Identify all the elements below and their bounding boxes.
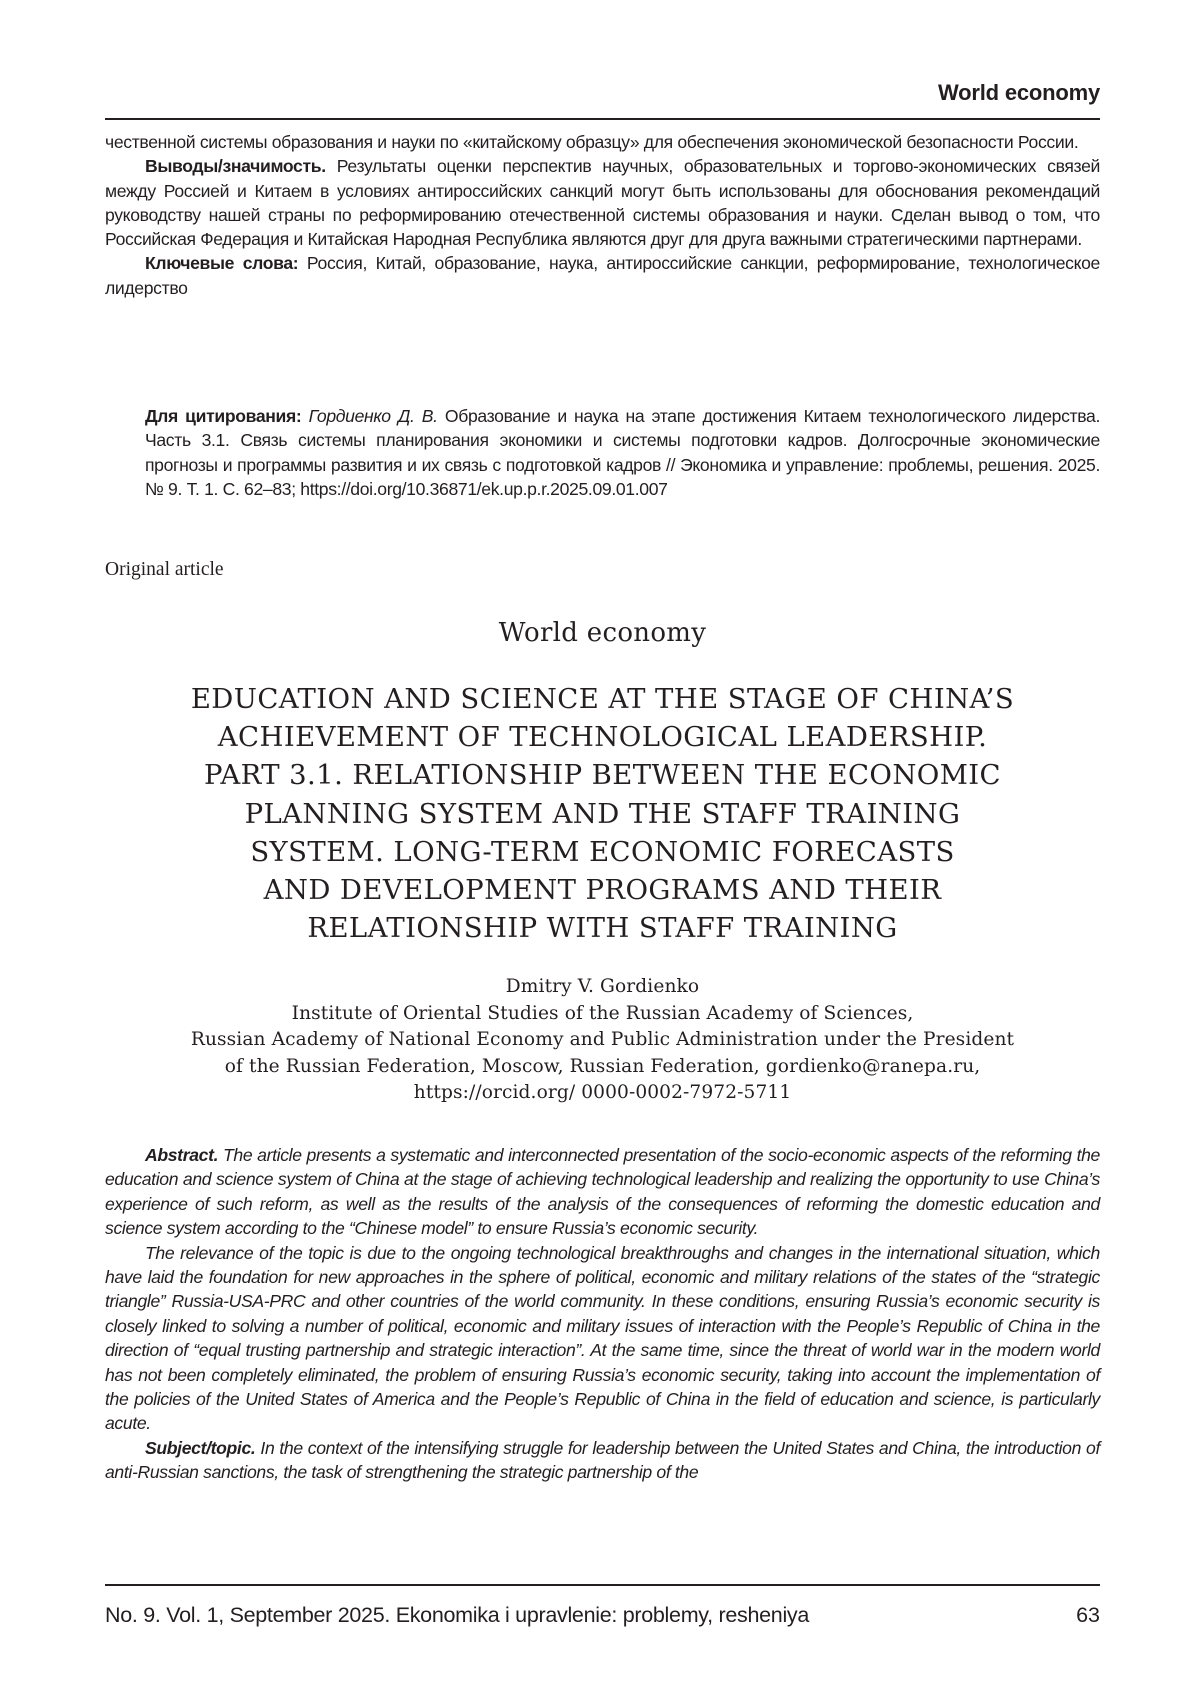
subject-paragraph	[105, 1436, 1100, 1485]
page-number: 63	[1076, 1603, 1100, 1627]
title-line: AND DEVELOPMENT PROGRAMS AND THEIR	[263, 874, 942, 907]
relevance-paragraph: The relevance of the topic is due to the ongoing technological breakthroughs and changes in the international situation, which have laid the foundation for new approaches in the sphere of political, economic and military relations of the states of the “strategic triangle” Russia-USA-PRC and other countries of the world community. In these conditions, ensuring Russia’s economic security is closely linked to solving a number of political, economic and military issues of interaction with the People’s Republic of China in the direction of “equal trusting partnership and strategic interaction”. At the same time, since the threat of world war in the modern world has not been completely eliminated, the problem of ensuring Russia’s economic security, taking into account the implementation of the policies of the United States of America and the People’s Republic of China in the field of education and science, is particularly acute.	[105, 1242, 1100, 1434]
footer-journal-info: No. 9. Vol. 1, September 2025. Ekonomika i upravlenie: problemy, resheniya	[105, 1603, 810, 1627]
running-header: World economy	[937, 80, 1100, 105]
subject-label: Subject/topic.	[145, 1437, 256, 1458]
conclusions-label: Выводы/значимость.	[145, 156, 326, 177]
section-heading: World economy	[498, 618, 707, 648]
author-name: Dmitry V. Gordienko	[505, 976, 700, 997]
citation-text: Образование и наука на этапе достижения Китаем технологического лидерства. Часть 3.1. Связь системы планирования экономики и системы подготовки кадров. Долгосрочные экономические прогнозы и программы развития и их связь с подготовкой кадров // Экономика и управление: проблемы, решения. 2025. № 9. Т. 1. С. 62–83; https://doi.org/10.36871/ek.up.p.r.2025.09.01.007	[145, 406, 1100, 499]
keywords-text: Россия, Китай, образование, наука, антироссийские санкции, реформирование, технологическое лидерство	[105, 253, 1100, 298]
footer-rule	[105, 1584, 1100, 1586]
abstract-paragraph	[105, 1143, 1100, 1241]
title-line: PLANNING SYSTEM AND THE STAFF TRAINING	[244, 797, 961, 830]
article-title	[105, 680, 1100, 947]
keywords-paragraph	[105, 251, 1100, 300]
summary-continuation: чественной системы образования и науки по «китайскому образцу» для обеспечения экономической безопасности России.	[105, 132, 1079, 152]
abstract	[105, 1143, 1100, 1485]
abstract-text: The article presents a systematic and interconnected presentation of the socio-economic aspects of the reforming the education and science system of China at the stage of achieving technological leadership and realizing the opportunity to use China’s experience of such reform, as well as the results of the analysis of the consequences of reforming the domestic education and science system according to the “Chinese model” to ensure Russia’s economic security.	[105, 1145, 1100, 1239]
author-affiliation	[105, 974, 1100, 1107]
affiliation-line: Russian Academy of National Economy and Public Administration under the President	[190, 1029, 1015, 1051]
subject-text: In the context of the intensifying struggle for leadership between the United States and China, the introduction of anti-Russian sanctions, the task of strengthening the strategic partnership of the	[105, 1437, 1100, 1483]
title-line: EDUCATION AND SCIENCE AT THE STAGE OF CHINA’S	[190, 683, 1015, 715]
title-line: RELATIONSHIP WITH STAFF TRAINING	[307, 912, 898, 945]
citation-author: Гордиенко Д. В.	[301, 406, 438, 426]
russian-summary	[105, 130, 1100, 300]
abstract-label: Abstract.	[145, 1145, 219, 1165]
title-line: PART 3.1. RELATIONSHIP BETWEEN THE ECONOMIC	[203, 759, 1001, 792]
citation-block	[145, 404, 1100, 501]
title-line: SYSTEM. LONG-TERM ECONOMIC FORECASTS	[250, 835, 955, 868]
conclusions-text: Результаты оценки перспектив научных, образовательных и торгово-экономических связей между Россией и Китаем в условиях антироссийских санкций могут быть использованы для обоснования рекомендаций руководству нашей страны по реформированию отечественной системы образования и науки. Сделан вывод о том, что Российская Федерация и Китайская Народная Республика являются друг для друга важными стратегическими партнерами.	[105, 156, 1100, 250]
title-line: ACHIEVEMENT OF TECHNOLOGICAL LEADERSHIP.	[217, 721, 988, 754]
article-type-label: Original article	[105, 559, 224, 580]
affiliation-line: of the Russian Federation, Moscow, Russian Federation, gordienko@ranepa.ru,	[224, 1055, 981, 1077]
affiliation-line: Institute of Oriental Studies of the Russian Academy of Sciences,	[291, 1002, 914, 1024]
citation-label: Для цитирования:	[145, 406, 302, 426]
orcid-link[interactable]: https://orcid.org/ 0000-0002-7972-5711	[413, 1082, 792, 1104]
header-rule	[105, 118, 1100, 120]
conclusions-paragraph	[105, 154, 1100, 251]
keywords-label: Ключевые слова:	[145, 253, 299, 274]
